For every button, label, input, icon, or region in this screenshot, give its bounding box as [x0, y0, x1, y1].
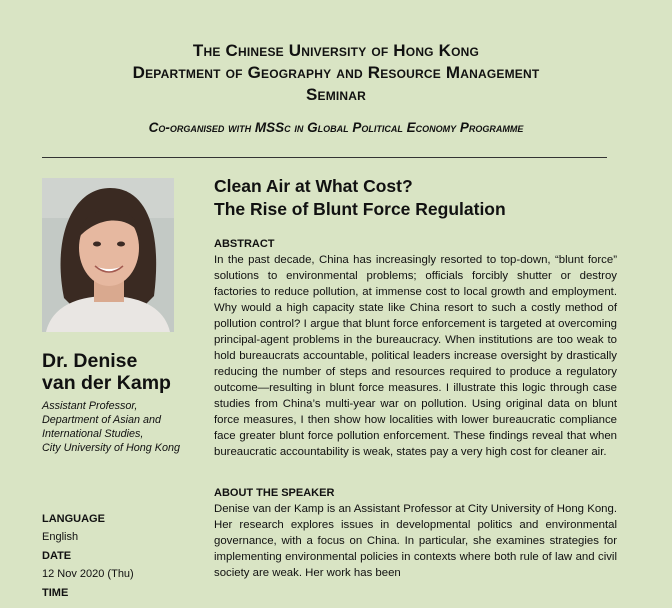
coorganiser-line: Co-organised with MSSc in Global Political Economy Programme [148, 120, 524, 135]
affiliation-line: International Studies, [42, 428, 144, 440]
date-label: DATE [42, 550, 72, 562]
event-meta [42, 513, 202, 600]
speaker-name-line1: Dr. Denise [42, 350, 138, 372]
affiliation-line: City University of Hong Kong [42, 442, 181, 454]
time-label: TIME [42, 587, 69, 599]
affiliation-line: Assistant Professor, [42, 400, 138, 412]
language-value: English [42, 531, 79, 543]
university-name: The Chinese University of Hong Kong [192, 41, 480, 60]
language-label: LANGUAGE [42, 513, 105, 525]
header-divider [42, 157, 607, 158]
seminar-header [0, 40, 672, 135]
abstract-text: In the past decade, China has increasingly resorted to top-down, “blunt force” solutions to environmental problems; officials forcibly shutter or destroy factories to reduce pollution, at immense cost to local growth and employment. Why would a high capacity state like China resort to such a costly method of pollution control? I argue that blunt force enforcement is targeted at overcoming principal-agent problems in the bureaucracy. When institutions are too weak to hold bureaucrats accountable, political leaders increase oversight by drastically reducing the number of steps and resources required to produce a regulatory outcome—resulting in blunt force measures. I illustrate this logic through case studies from China’s multi-year war on pollution. Using original data on blunt force measures, I then show how localities with lower bureaucratic compliance face greater blunt force pollution enforcement. These findings reveal that when bureaucratic accountability is weak, states pay a very high cost for cleaner air. [214, 254, 617, 458]
about-text: Denise van der Kamp is an Assistant Professor at City University of Hong Kong. Her research explores issues in developmental politics and environmental governance, with a focus on China. In particular, she examines strategies for implementing environmental policies in contexts where both rule of law and civil society are weak. Her work has been [214, 503, 617, 579]
speaker-name [42, 350, 202, 394]
talk-title [214, 175, 617, 221]
date-value: 12 Nov 2020 (Thu) [42, 568, 134, 580]
talk-content [214, 175, 617, 581]
abstract-heading: ABSTRACT [214, 238, 275, 250]
event-type: Seminar [305, 85, 367, 104]
affiliation-line: Department of Asian and [42, 414, 162, 426]
speaker-name-line2: van der Kamp [42, 372, 171, 394]
about-heading: ABOUT THE SPEAKER [214, 487, 335, 499]
speaker-photo [42, 178, 174, 332]
department-name: Department of Geography and Resource Management [132, 63, 540, 82]
speaker-affiliation [42, 399, 212, 455]
talk-title-line2: The Rise of Blunt Force Regulation [214, 199, 506, 219]
talk-title-line1: Clean Air at What Cost? [214, 176, 413, 196]
